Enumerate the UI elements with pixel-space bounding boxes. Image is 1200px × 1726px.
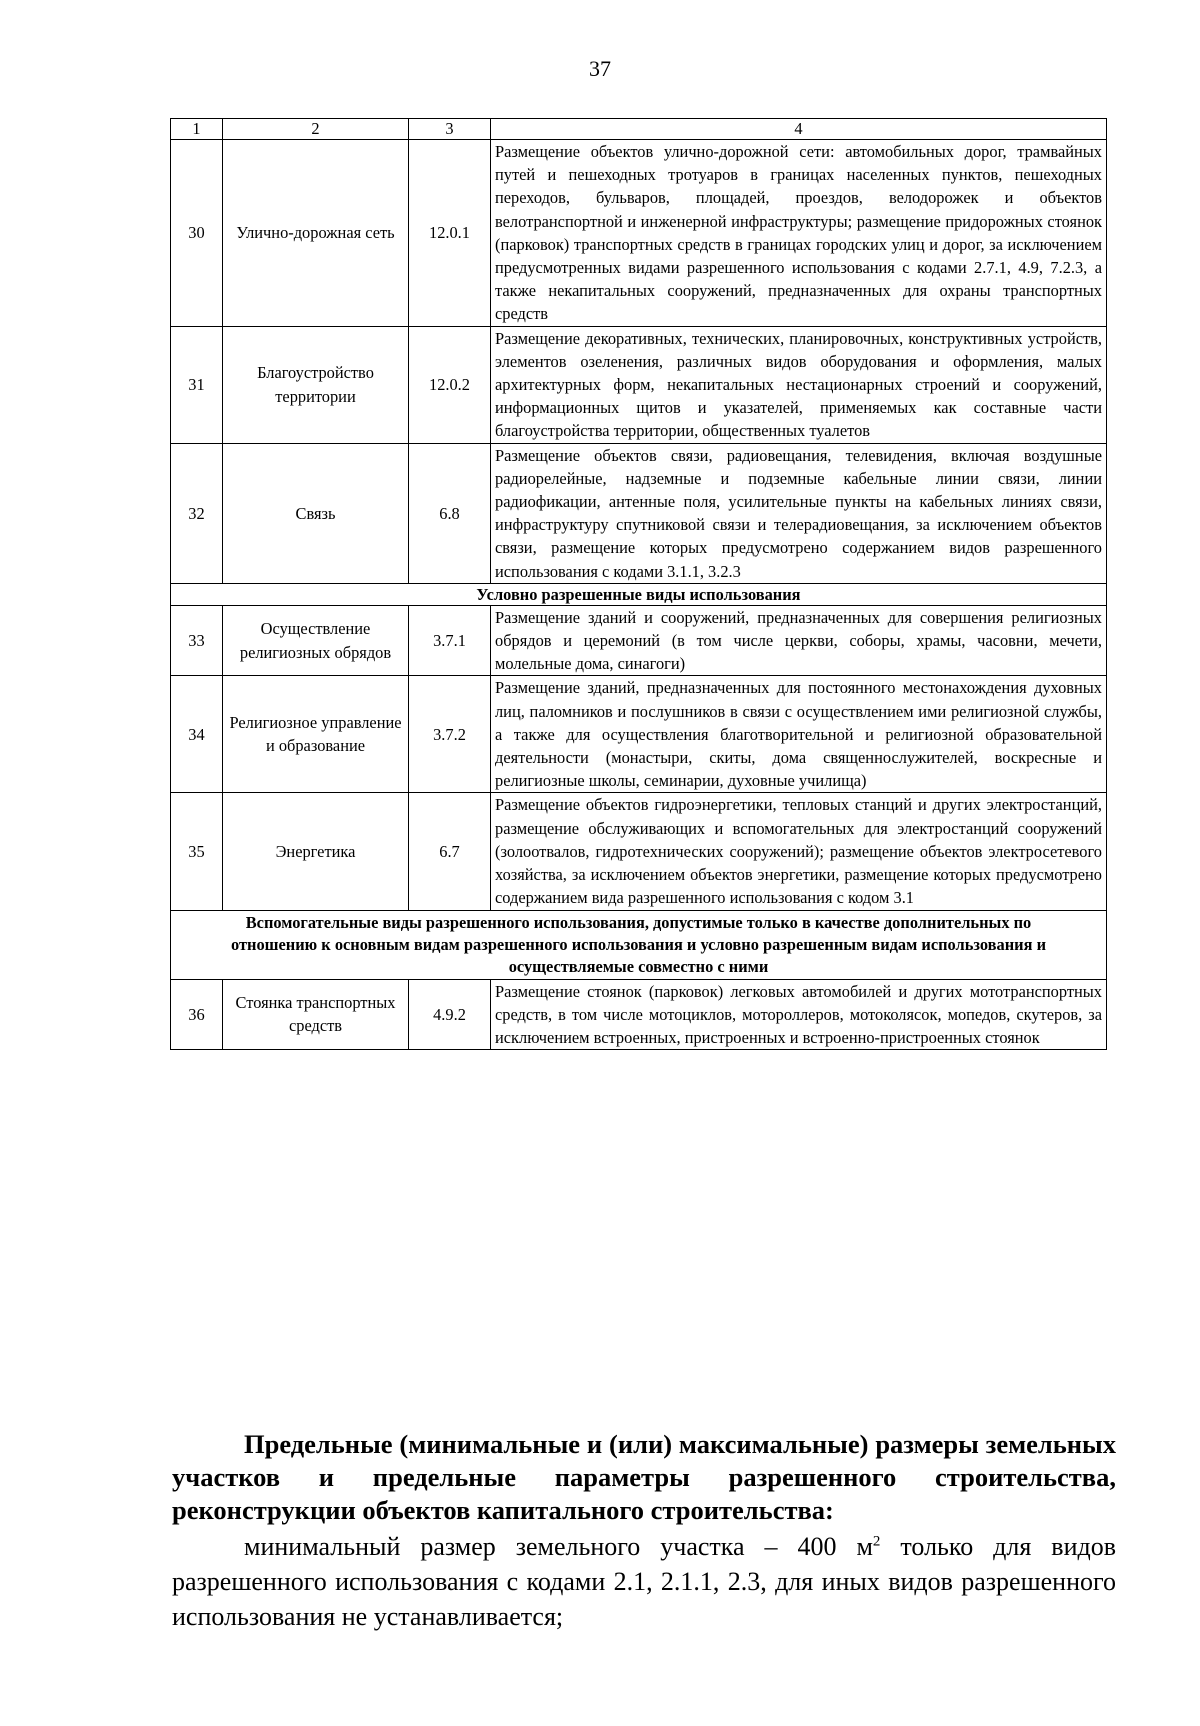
- limits-section: [172, 1428, 1116, 1634]
- use-type-name: Религиозное управление и образование: [223, 676, 409, 793]
- section-header-row: [171, 583, 1107, 605]
- table-row: [171, 326, 1107, 443]
- row-number: 32: [171, 443, 223, 583]
- use-type-name: Благоустройство территории: [223, 326, 409, 443]
- use-type-code: 12.0.1: [409, 140, 491, 327]
- table-row: [171, 676, 1107, 793]
- row-number: 36: [171, 979, 223, 1050]
- use-type-code: 6.8: [409, 443, 491, 583]
- use-type-code: 3.7.1: [409, 605, 491, 676]
- section-header-row: [171, 910, 1107, 979]
- section-conditional-title: Условно разрешенные виды использования: [171, 583, 1107, 605]
- row-number: 33: [171, 605, 223, 676]
- row-number: 31: [171, 326, 223, 443]
- section-auxiliary-title: Вспомогательные виды разрешенного использования, допустимые только в качестве дополнительных по отношению к основным видам разрешенного использования и условно разрешенным видам использования и осуществляемые совместно с ними: [171, 910, 1107, 979]
- header-cell-3: 3: [409, 119, 491, 140]
- table-row: [171, 979, 1107, 1050]
- use-type-description: Размещение декоративных, технических, планировочных, конструктивных устройств, элементов озеленения, различных видов оборудования и оформления, малых архитектурных форм, некапитальных нестационарных строений и сооружений, информационных щитов и указателей, применяемых как составные части благоустройства территории, общественных туалетов: [491, 326, 1107, 443]
- row-number: 30: [171, 140, 223, 327]
- use-type-name: Улично-дорожная сеть: [223, 140, 409, 327]
- use-type-code: 4.9.2: [409, 979, 491, 1050]
- table-row: [171, 605, 1107, 676]
- square-superscript: 2: [872, 1533, 881, 1550]
- limits-paragraph: [172, 1529, 1116, 1634]
- table-row: [171, 793, 1107, 910]
- row-number: 35: [171, 793, 223, 910]
- table-header-row: [171, 119, 1107, 140]
- use-type-code: 3.7.2: [409, 676, 491, 793]
- limits-text-before: минимальный размер земельного участка – 400 м: [244, 1532, 873, 1561]
- table-row: [171, 140, 1107, 327]
- header-cell-4: 4: [491, 119, 1107, 140]
- table-row: [171, 443, 1107, 583]
- header-cell-2: 2: [223, 119, 409, 140]
- header-cell-1: 1: [171, 119, 223, 140]
- use-type-description: Размещение зданий, предназначенных для постоянного местонахождения духовных лиц, паломников и послушников в связи с осуществлением ими религиозной службы, а также для осуществления благотворительной и религиозной образовательной деятельности (монастыри, скиты, дома священнослужителей, воскресные и религиозные школы, семинарии, духовные училища): [491, 676, 1107, 793]
- use-type-name: Осуществление религиозных обрядов: [223, 605, 409, 676]
- use-type-name: Энергетика: [223, 793, 409, 910]
- use-type-name: Стоянка транспортных средств: [223, 979, 409, 1050]
- land-use-table: [170, 118, 1107, 1050]
- limits-text-after: только для видов разрешенного использования с кодами 2.1, 2.1.1, 2.3, для иных видов разрешенного использования не устанавливается;: [172, 1532, 1116, 1631]
- use-type-code: 12.0.2: [409, 326, 491, 443]
- use-type-name: Связь: [223, 443, 409, 583]
- limits-heading: Предельные (минимальные и (или) максимальные) размеры земельных участков и предельные параметры разрешенного строительства, реконструкции объектов капитального строительства:: [172, 1429, 1116, 1525]
- row-number: 34: [171, 676, 223, 793]
- use-type-description: Размещение стоянок (парковок) легковых автомобилей и других мототранспортных средств, в том числе мотоциклов, мотороллеров, мотоколясок, мопедов, скутеров, за исключением встроенных, пристроенных и встроенно-пристроенных стоянок: [491, 979, 1107, 1050]
- use-type-description: Размещение объектов гидроэнергетики, тепловых станций и других электростанций, размещение обслуживающих и вспомогательных для электростанций сооружений (золоотвалов, гидротехнических сооружений); размещение объектов электросетевого хозяйства, за исключением объектов энергетики, размещение которых предусмотрено содержанием вида разрешенного использования с кодом 3.1: [491, 793, 1107, 910]
- use-type-code: 6.7: [409, 793, 491, 910]
- use-type-description: Размещение объектов улично-дорожной сети: автомобильных дорог, трамвайных путей и пешеходных тротуаров в границах населенных пунктов, пешеходных переходов, бульваров, площадей, проездов, велодорожек и объектов велотранспортной и инженерной инфраструктуры; размещение придорожных стоянок (парковок) транспортных средств в границах городских улиц и дорог, за исключением предусмотренных видами разрешенного использования с кодами 2.7.1, 4.9, 7.2.3, а также некапитальных сооружений, предназначенных для охраны транспортных средств: [491, 140, 1107, 327]
- page-number: 37: [589, 56, 611, 81]
- use-type-description: Размещение зданий и сооружений, предназначенных для совершения религиозных обрядов и церемоний (в том числе церкви, соборы, храмы, часовни, мечети, молельные дома, синагоги): [491, 605, 1107, 676]
- use-type-description: Размещение объектов связи, радиовещания, телевидения, включая воздушные радиорелейные, надземные и подземные кабельные линии связи, линии радиофикации, антенные поля, усилительные пункты на кабельных линиях связи, инфраструктуру спутниковой связи и телерадиовещания, за исключением объектов связи, размещение которых предусмотрено содержанием видов разрешенного использования с кодами 3.1.1, 3.2.3: [491, 443, 1107, 583]
